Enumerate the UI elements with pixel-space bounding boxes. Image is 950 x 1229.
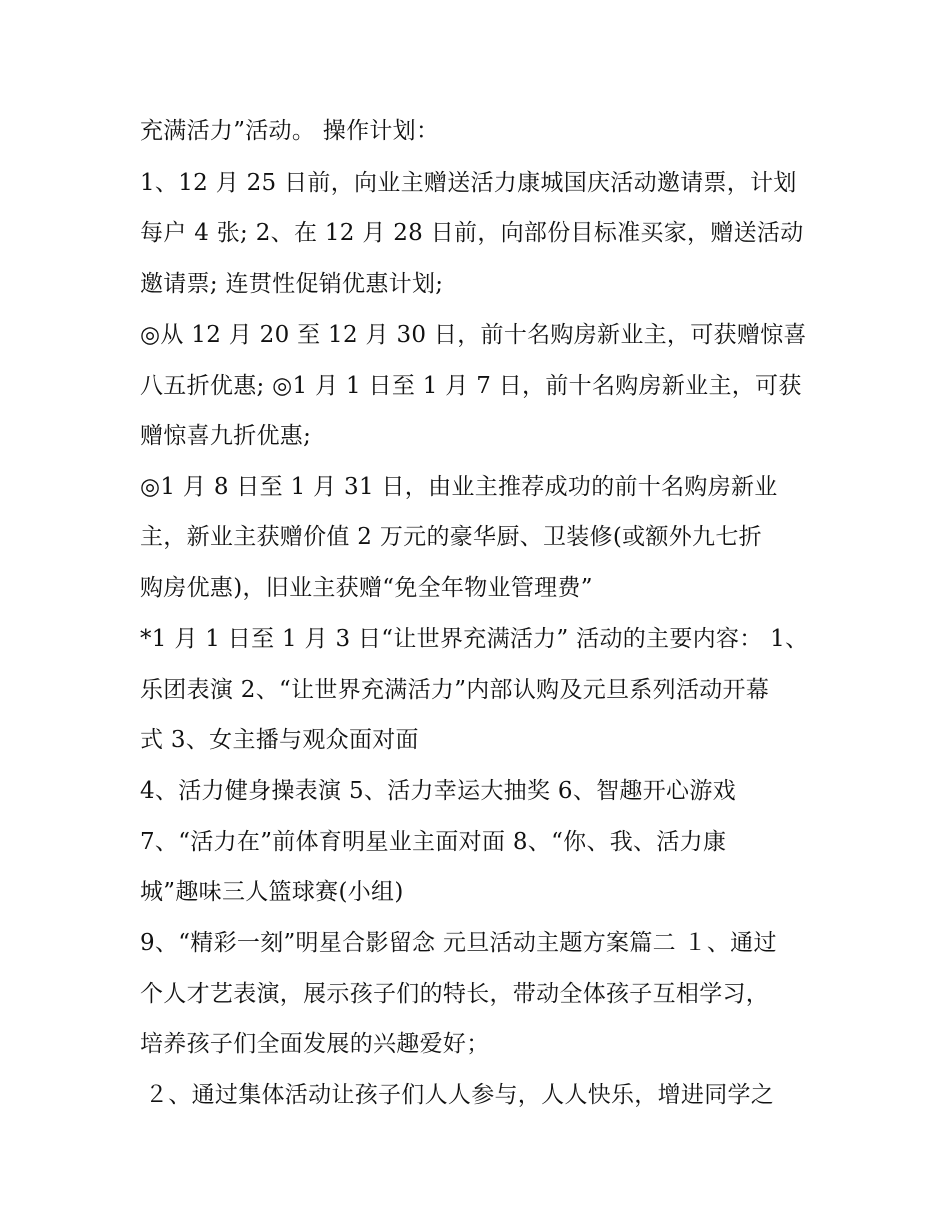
text-line: 9、“精彩一刻”明星合影留念 元旦活动主题方案篇二 １、通过 [140, 930, 777, 956]
text-line: 1、12 月 25 日前，向业主赠送活力康城国庆活动邀请票，计划 [140, 170, 797, 196]
text-line: 培养孩子们全面发展的兴趣爱好； [140, 1031, 490, 1057]
text-line: 购房优惠)，旧业主获赠“免全年物业管理费” [140, 575, 593, 601]
text-line: 式 3、女主播与观众面对面 [140, 727, 419, 753]
text-line: 充满活力”活动。 操作计划： [140, 118, 440, 144]
text-line: 4、活力健身操表演 5、活力幸运大抽奖 6、智趣开心游戏 [140, 778, 736, 804]
text-line: *1 月 1 日至 1 月 3 日“让世界充满活力” 活动的主要内容： 1、 [140, 626, 809, 652]
text-line: 八五折优惠; ◎1 月 1 日至 1 月 7 日，前十名购房新业主，可获 [140, 373, 802, 399]
text-line: ２、通过集体活动让孩子们人人参与，人人快乐，增进同学之 [145, 1082, 775, 1108]
text-line: 个人才艺表演，展示孩子们的特长，带动全体孩子互相学习， [140, 981, 770, 1007]
text-line: 乐团表演 2、“让世界充满活力”内部认购及元旦系列活动开幕 [140, 677, 770, 703]
text-line: 主，新业主获赠价值 2 万元的豪华厨、卫装修(或额外九七折 [140, 524, 762, 550]
text-line: ◎1 月 8 日至 1 月 31 日，由业主推荐成功的前十名购房新业 [140, 474, 778, 500]
text-line: 每户 4 张; 2、在 12 月 28 日前，向部份目标准买家，赠送活动 [140, 220, 804, 246]
text-line: 赠惊喜九折优惠; [140, 423, 312, 449]
text-line: 邀请票; 连贯性促销优惠计划; [140, 271, 444, 297]
text-line: 7、“活力在”前体育明星业主面对面 8、“你、我、活力康 [140, 829, 727, 855]
text-line: ◎从 12 月 20 至 12 月 30 日，前十名购房新业主，可获赠惊喜 [140, 322, 807, 348]
text-line: 城”趣味三人篮球赛(小组) [140, 879, 404, 905]
